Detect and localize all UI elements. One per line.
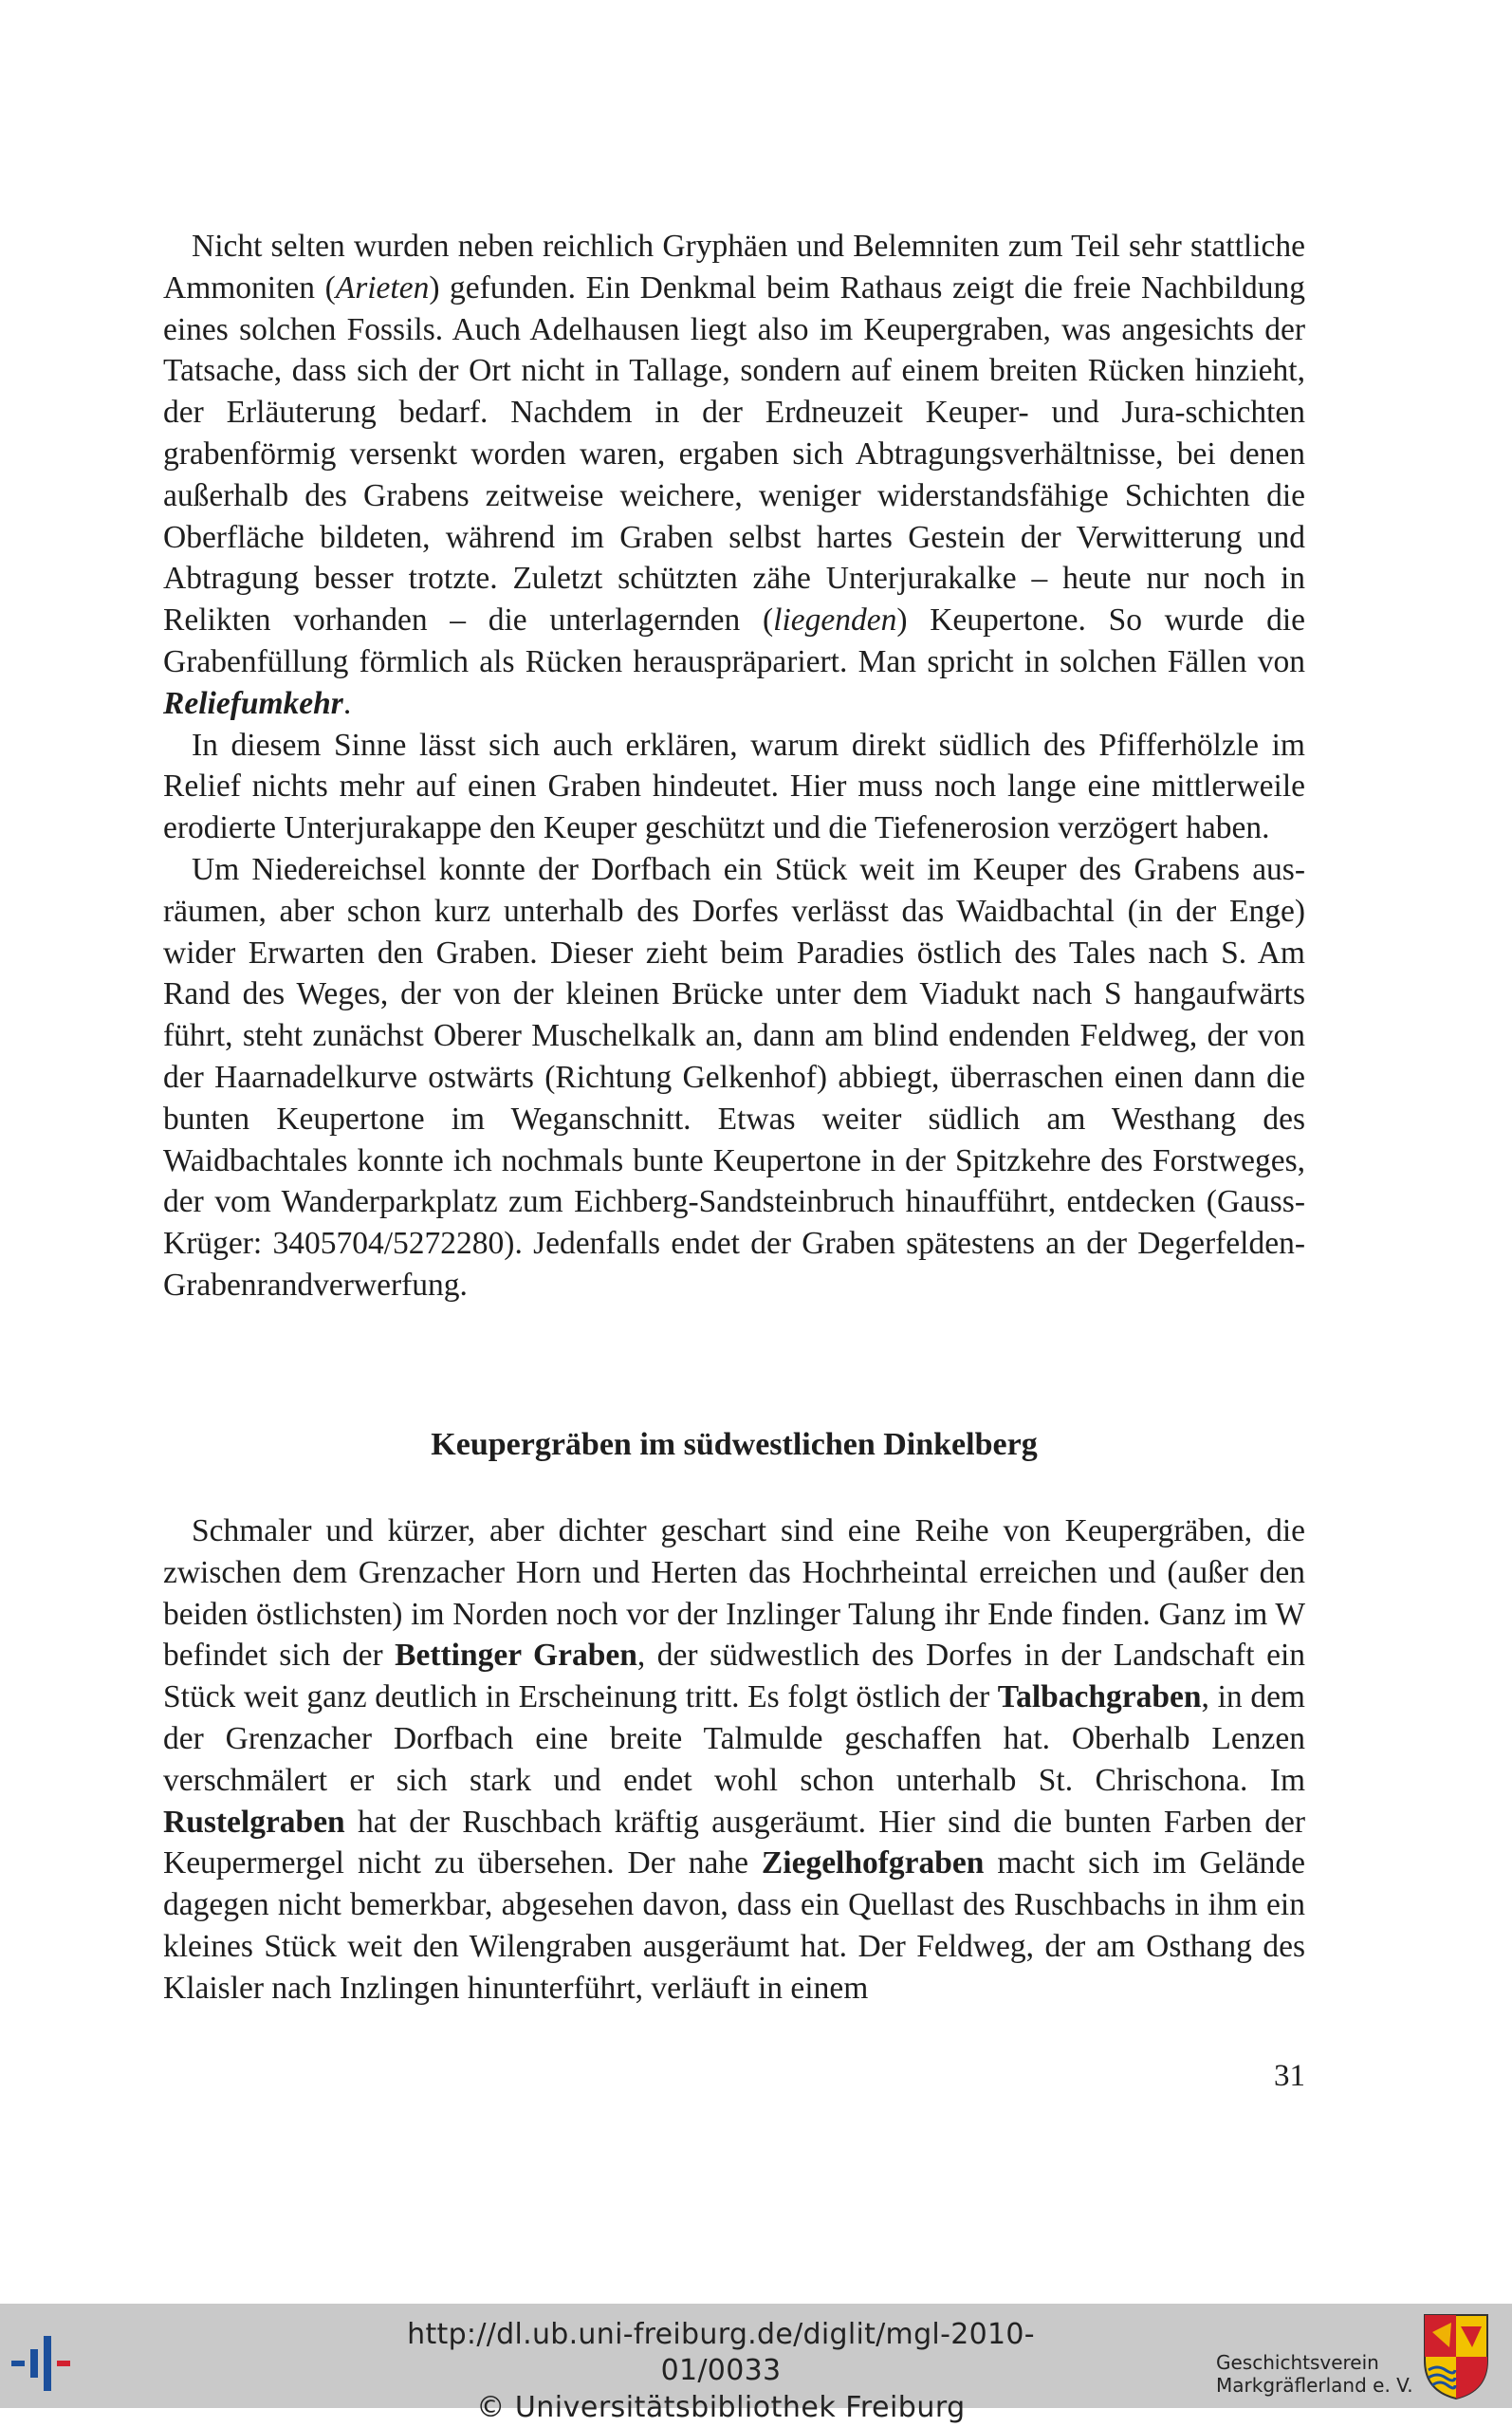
society-name-line1: Geschichtsverein	[1216, 2351, 1379, 2374]
footer-url-link[interactable]: http://dl.ub.uni-freiburg.de/diglit/mgl-2010-01/0033	[407, 2318, 1035, 2387]
section-heading: Keupergräben im südwestlichen Dinkelberg	[431, 1427, 1038, 1462]
emphasized-term: liegenden	[773, 602, 897, 639]
footer-center	[360, 2317, 1081, 2427]
library-logo-icon	[9, 2332, 95, 2393]
emphasized-term: Bettinger Graben	[395, 1638, 637, 1674]
paragraph: Nicht selten wurden neben reichlich Gryphäen und Belemniten zum Teil sehr stattliche Ammoniten (Arieten) gefunden. Ein Denkmal beim Rathaus zeigt die freie Nachbildung eines solchen Fossils. Auch Adelhausen liegt also im Keupergraben, was angesichts der Tatsache, dass sich der Ort nicht in Tallage, sondern auf einem breiten Rücken hinzieht, der Erläuterung bedarf. Nachdem in der Erdneuzeit Keuper- und Jura-schichten grabenförmig versenkt worden waren, ergaben sich Abtragungsverhältnisse, bei denen außerhalb des Grabens zeitweise weichere, weniger widerstandsfähige Schichten die Oberfläche bildeten, während im Graben selbst hartes Gestein der Verwitterung und Abtragung besser trotzte. Zuletzt schützten zähe Unterjurakalke – heute nur noch in Relikten vorhanden – die unterlagernden (liegenden) Keupertone. So wurde die Grabenfüllung förmlich als Rücken herauspräpariert. Man spricht in solchen Fällen von Reliefumkehr.	[163, 229, 1305, 721]
text-block-lower	[163, 1510, 1305, 2010]
text-block-upper	[163, 226, 1305, 1306]
footer-copyright: © Universitätsbibliothek Freiburg	[476, 2391, 966, 2424]
paragraph: In diesem Sinne lässt sich auch erklären, warum direkt südlich des Pfifferhölzle im Relief nichts mehr auf einen Graben hindeutet. Hier muss noch lange eine mittlerweile erodierte Unterjurakappe den Keuper geschützt und die Tiefenerosion verzögert haben.	[163, 727, 1305, 846]
paragraph: Schmaler und kürzer, aber dichter geschart sind eine Reihe von Keupergräben, die zwischen dem Grenzacher Horn und Herten das Hochrheintal erreichen und (außer den beiden östlichsten) im Norden noch vor der Inzlinger Talung ihr Ende finden. Ganz im W befindet sich der Bettinger Graben, der südwestlich des Dorfes in der Landschaft ein Stück weit ganz deutlich in Erscheinung tritt. Es folgt östlich der Talbachgraben, in dem der Grenzacher Dorfbach eine breite Talmulde geschaffen hat. Oberhalb Lenzen verschmälert er sich stark und endet wohl schon unterhalb St. Chrischona. Im Rustelgraben hat der Ruschbach kräftig ausgeräumt. Hier sind die bunten Farben der Keupermergel nicht zu übersehen. Der nahe Ziegelhofgraben macht sich im Gelände dagegen nicht bemerkbar, abgesehen davon, dass ein Quellast des Ruschbachs in ihm ein kleines Stück weit den Wilengraben ausgeräumt hat. Der Feldweg, der am Osthang des Klaisler nach Inzlingen hinunterführt, verläuft in einem	[163, 1513, 1306, 2006]
emphasized-term: Ziegelhofgraben	[761, 1845, 985, 1881]
society-name	[1216, 2351, 1413, 2397]
paragraph: Um Niedereichsel konnte der Dorfbach ein Stück weit im Keuper des Grabens aus-räumen, aber schon kurz unterhalb des Dorfes verlässt das Waidbachtal (in der Enge) wider Erwarten den Graben. Dieser zieht beim Paradies östlich des Tales nach S. Am Rand des Weges, der von der kleinen Brücke unter dem Viadukt nach S hangaufwärts führt, steht zunächst Oberer Muschelkalk an, dann am blind endenden Feldweg, der von der Haarnadelkurve ostwärts (Richtung Gelkenhof) abbiegt, überraschen einen dann die bunten Keupertone im Weganschnitt. Etwas weiter südlich am Westhang des Waidbachtales konnte ich nochmals bunte Keupertone in der Spitzkehre des Forstweges, der vom Wanderparkplatz zum Eichberg-Sandsteinbruch hinaufführt, entdecken (Gauss-Krüger: 3405704/5272280). Jedenfalls endet der Graben spätestens an der Degerfelden-Grabenrandverwerfung.	[163, 851, 1305, 1303]
emphasized-term: Talbachgraben	[997, 1679, 1202, 1715]
footer-bar	[0, 2304, 1512, 2424]
emphasized-term: Arieten	[335, 269, 430, 306]
emphasized-term: Reliefumkehr	[163, 685, 343, 721]
page-number: 31	[1274, 2059, 1305, 2093]
emphasized-term: Rustelgraben	[163, 1804, 345, 1840]
society-name-line2: Markgräflerland e. V.	[1216, 2374, 1413, 2397]
coat-of-arms-icon	[1423, 2313, 1489, 2400]
